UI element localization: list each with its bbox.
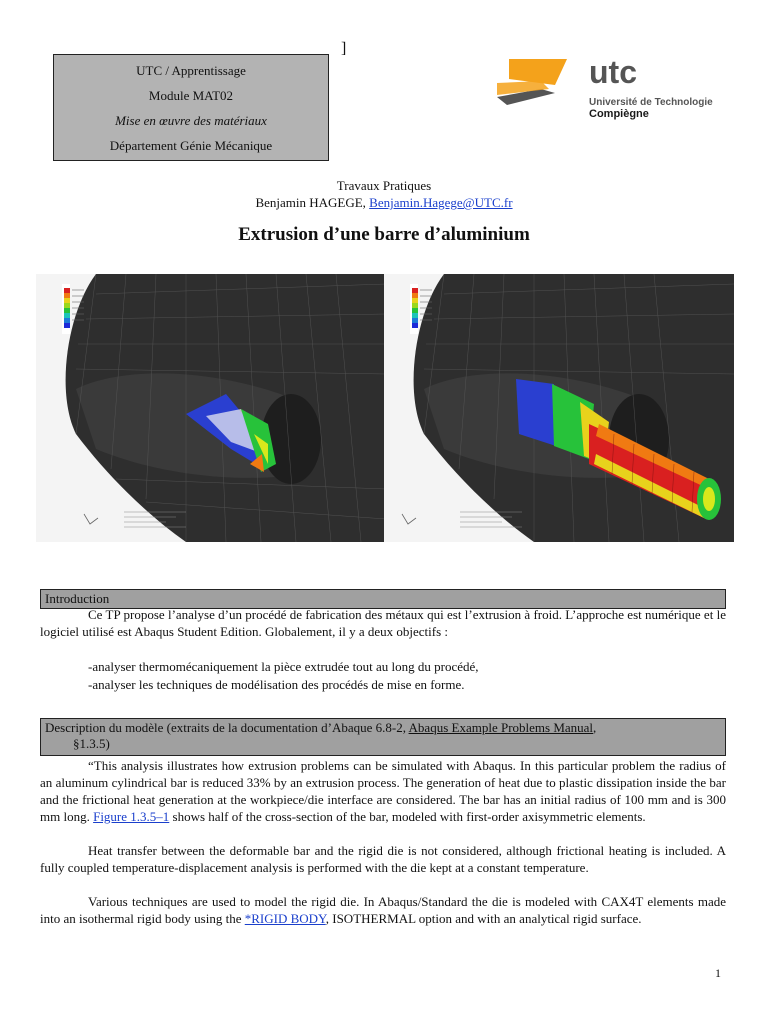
description-heading-line-1: Description du modèle (extraits de la documentation d’Abaque 6.8-2, Abaqus Example Problems Manual, — [45, 720, 597, 735]
section-heading-description — [40, 718, 726, 756]
stray-bracket: ] — [341, 40, 347, 57]
tp-label: Travaux Pratiques — [336, 178, 432, 193]
course-header-box — [53, 54, 329, 161]
header-line-4: Département Génie Mécanique — [109, 138, 273, 153]
header-line-3: Mise en œuvre des matériaux — [115, 113, 267, 128]
description-paragraph-3: Various techniques are used to model the rigid die. In Abaqus/Standard the die is modeled with CAX4T elements made into an isothermal rigid body using the *RIGID BODY, ISOTHERMAL option and with an analytical rigid surface. — [40, 894, 726, 926]
simulation-figure-early — [36, 274, 386, 542]
author-name: Benjamin HAGEGE, — [255, 195, 370, 210]
header-line-2: Module MAT02 — [148, 88, 234, 103]
description-heading-line-2: §1.3.5) — [73, 736, 110, 751]
logo-line-2: Compiègne — [589, 108, 649, 120]
utc-logo — [497, 53, 713, 121]
description-paragraph-1: “This analysis illustrates how extrusion problems can be simulated with Abaqus. In this particular problem the radius of an aluminum cylindrical bar is reduced 33% by an extrusion process. The generation of heat due to plastic dissipation inside the bar and the frictional heat generation at the workpiece/die interface are considered. The bar has an initial radius of 100 mm and is 300 mm long. Figure 1.3.5–1 shows half of the cross-section of the bar, modeled with first-order axisymmetric elements. — [40, 758, 726, 824]
author-line — [0, 194, 768, 211]
example-manual-link[interactable]: Abaqus Example Problems Manual — [408, 720, 594, 735]
header-line-1: UTC / Apprentissage — [136, 63, 246, 78]
logo-line-1: Université de Technologie — [589, 97, 713, 108]
intro-paragraph: Ce TP propose l’analyse d’un procédé de fabrication des métaux qui est l’extrusion à froid. L’approche est numérique et le logiciel utilisé est Abaqus Student Edition. Globalement, il y a deux objectifs : — [40, 607, 726, 639]
intro-bullet-2: -analyser les techniques de modélisation des procédés de mise en forme. — [88, 677, 465, 692]
figure-link[interactable]: Figure 1.3.5–1 — [93, 809, 170, 824]
section-heading-introduction: Introduction — [40, 589, 726, 609]
author-email-link[interactable]: Benjamin.Hagege@UTC.fr — [369, 195, 513, 210]
intro-bullet-1: -analyser thermomécaniquement la pièce extrudée tout au long du procédé, — [88, 659, 479, 674]
simulation-figure-late — [384, 274, 734, 542]
page-title: Extrusion d’une barre d’aluminium — [238, 224, 530, 245]
logo-wordmark: utc — [589, 54, 637, 90]
page-number: 1 — [715, 966, 721, 980]
rigid-body-link[interactable]: *RIGID BODY — [244, 911, 326, 926]
description-paragraph-2: Heat transfer between the deformable bar and the rigid die is not considered, although frictional heating is included. A fully coupled temperature-displacement analysis is performed with the die kept at a constant temperature. — [40, 843, 726, 875]
